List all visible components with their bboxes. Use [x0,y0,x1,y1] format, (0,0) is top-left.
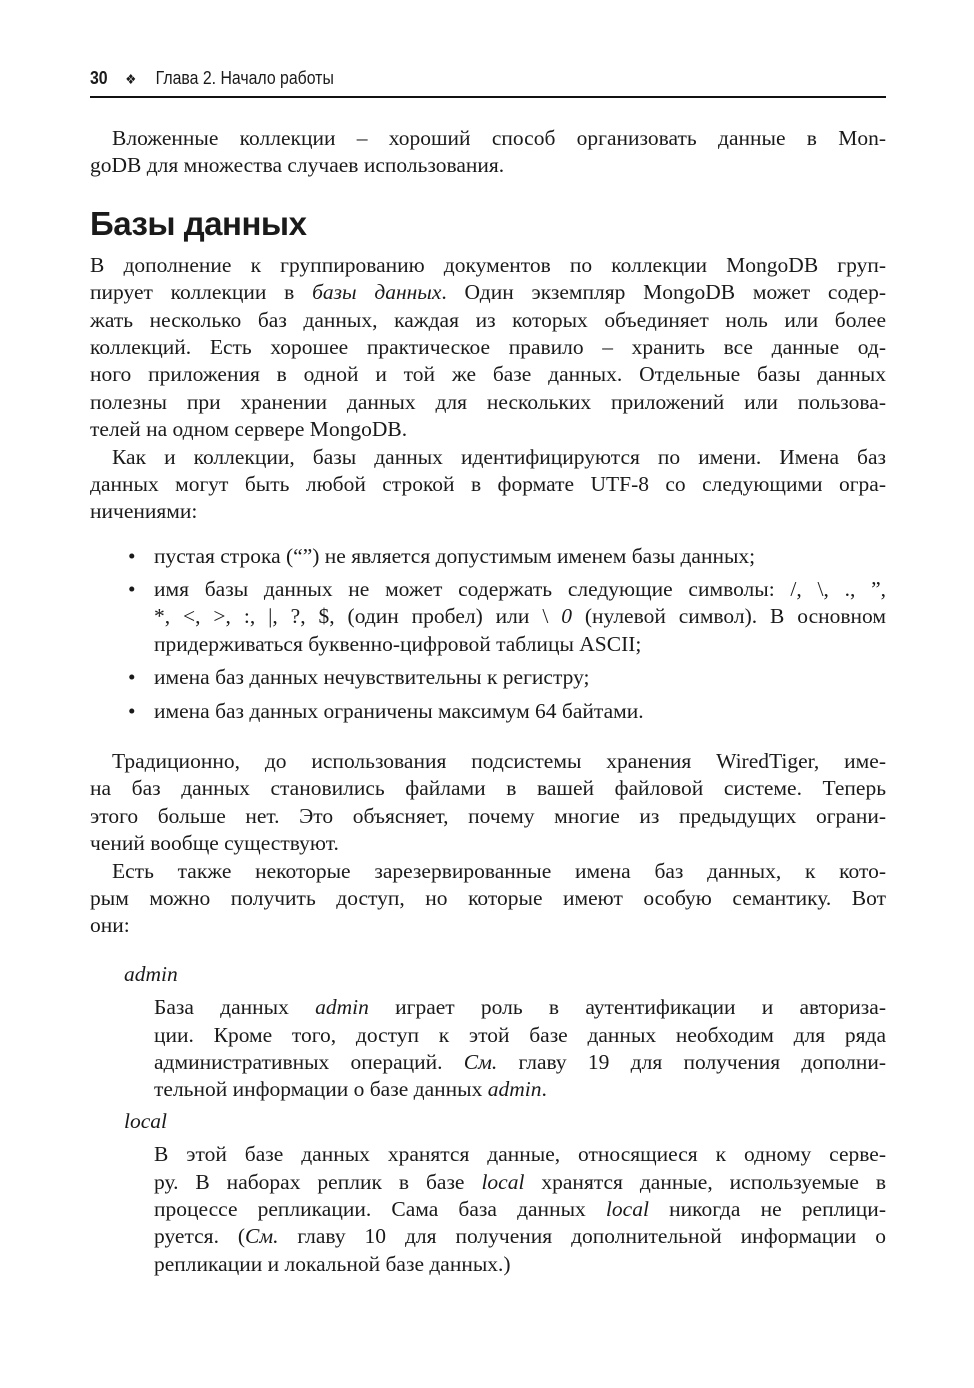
text-line [154,1141,886,1168]
text-run: goDB для множества случаев использования. [90,153,505,178]
term-definition [90,994,886,1104]
text-run: В дополнение к группированию документов по коллекции MongoDB груп- [90,252,886,277]
text-line [90,152,886,179]
text-line [90,252,886,279]
text-line [90,444,886,471]
term-definition [90,1141,886,1278]
text-line [154,576,886,603]
text-run: Вложенные коллекции – хороший способ организовать данные в Mon- [112,126,886,150]
text-line [90,279,886,306]
text-run: телей на одном сервере MongoDB. [90,417,408,442]
text-run: придерживаться буквенно-цифровой таблицы ASCII; [154,631,642,656]
ornament-icon: ❖ [125,71,137,87]
bullet-icon: • [128,698,136,723]
text-line [90,334,886,361]
text-line [90,471,886,498]
italic-run: admin [487,1077,542,1102]
text-line [154,543,886,570]
text-line [154,631,886,658]
text-run: . Один экземпляр MongoDB может содер- [441,280,886,305]
bullet-item [90,576,886,658]
italic-run: См. [245,1224,279,1249]
text-run: руется. ( [154,1224,246,1249]
section-heading: Базы данных [90,204,307,242]
spacer [90,731,886,748]
italic-run: См. [463,1049,498,1074]
text-run: главу 19 для получения дополни- [497,1049,886,1074]
text-run: ции. Кроме того, доступ к этой базе данных необходим для ряда [154,1022,886,1047]
text-line [90,912,886,939]
term-label: admin [124,961,178,986]
paragraph [90,858,886,940]
text-line [90,775,886,802]
text-run: *, <, >, :, |, ?, $, (один пробел) или \ [154,604,562,629]
text-line [154,994,886,1021]
bullet-icon: • [128,577,136,602]
bullet-icon: • [128,665,136,690]
italic-run: local [481,1169,525,1194]
text-run: административных операций. [154,1049,464,1074]
text-run: Традиционно, до использования подсистемы хранения WiredTiger, име- [112,749,886,774]
spacer [90,526,886,543]
text-run: жать несколько баз данных, каждая из которых объединяет ноль или более [90,307,886,332]
text-line [90,748,886,775]
text-run: рым можно получить доступ, но которые имеют особую семантику. Вот [90,885,886,910]
text-line [90,389,886,416]
bullet-icon: • [128,543,136,568]
text-run: Есть также некоторые зарезервированные имена баз данных, к кото- [112,858,886,883]
text-line [90,416,886,443]
text-run: на баз данных становились файлами в вашей файловой системе. Теперь [90,776,886,801]
paragraph [90,748,886,858]
text-run: База данных [154,995,316,1020]
text-line [154,698,886,725]
text-run: коллекций. Есть хорошее практическое правило – хранить все данные од- [90,334,886,359]
text-run: . [541,1077,547,1102]
spacer [90,940,886,957]
text-line [154,664,886,691]
text-run: играет роль в аутентификации и авториза- [368,995,886,1020]
text-line [154,1196,886,1223]
text-run: ничениями: [90,499,198,524]
page [90,68,886,1278]
page-number: 30 [90,68,108,88]
text-run: данных могут быть любой строкой в формате UTF-8 со следующими огра- [90,471,886,496]
italic-run: admin [315,995,369,1020]
text-line [90,858,886,885]
text-line [154,1022,886,1049]
text-run: (нулевой символ). В основном [571,604,886,629]
text-line [154,1049,886,1076]
text-run: процессе репликации. Сама база данных [154,1196,606,1221]
text-run: чений вообще существуют. [90,831,339,856]
text-line [154,1076,886,1103]
text-run: имена баз данных нечувствительны к регистру; [154,665,590,690]
header-rule [90,96,886,98]
text-run: никогда не реплици- [648,1196,886,1221]
text-line [90,498,886,525]
paragraph [90,444,886,526]
text-line [154,1251,886,1278]
text-run: Как и коллекции, базы данных идентифицируются по имени. Имена баз [112,444,886,469]
text-run: пустая строка (“”) не является допустимым именем базы данных; [154,543,756,568]
text-line [90,125,886,152]
text-run: ру. В наборах реплик в базе [154,1169,482,1194]
text-line [154,1223,886,1250]
text-run: главу 10 для получения дополнительной информации о [278,1224,886,1249]
page-body [90,125,886,1278]
chapter-title: Глава 2. Начало работы [155,68,334,88]
text-line [90,307,886,334]
text-line [90,830,886,857]
term-label: local [124,1108,167,1133]
text-run: В этой базе данных хранятся данные, относящиеся к одному серве- [154,1142,886,1167]
text-run: этого больше нет. Это объясняет, почему многие из предыдущих ограни- [90,803,886,828]
text-run: пирует коллекции в [90,280,313,305]
running-header [90,68,790,94]
text-run: они: [90,913,130,938]
text-run: репликации и локальной базе данных.) [154,1251,511,1276]
bullet-item [90,543,886,570]
text-line [154,1169,886,1196]
italic-run: базы данных [312,280,442,305]
text-run: ного приложения в одной и той же базе данных. Отдельные базы данных [90,362,886,387]
text-line [90,803,886,830]
text-line [154,603,886,630]
text-line [90,885,886,912]
paragraph [90,125,886,180]
text-run: тельной информации о базе данных [154,1077,488,1102]
text-run: имя базы данных не может содержать следующие символы: /, \, ., ”, [154,577,886,602]
italic-run: 0 [561,604,572,629]
bullet-item [90,698,886,725]
italic-run: local [605,1196,649,1221]
text-line [90,361,886,388]
paragraph [90,252,886,444]
text-run: хранятся данные, используемые в [524,1169,886,1194]
bullet-item [90,664,886,691]
text-run: имена баз данных ограничены максимум 64 байтами. [154,698,644,723]
text-run: полезны при хранении данных для нескольких приложений или пользова- [90,389,886,414]
